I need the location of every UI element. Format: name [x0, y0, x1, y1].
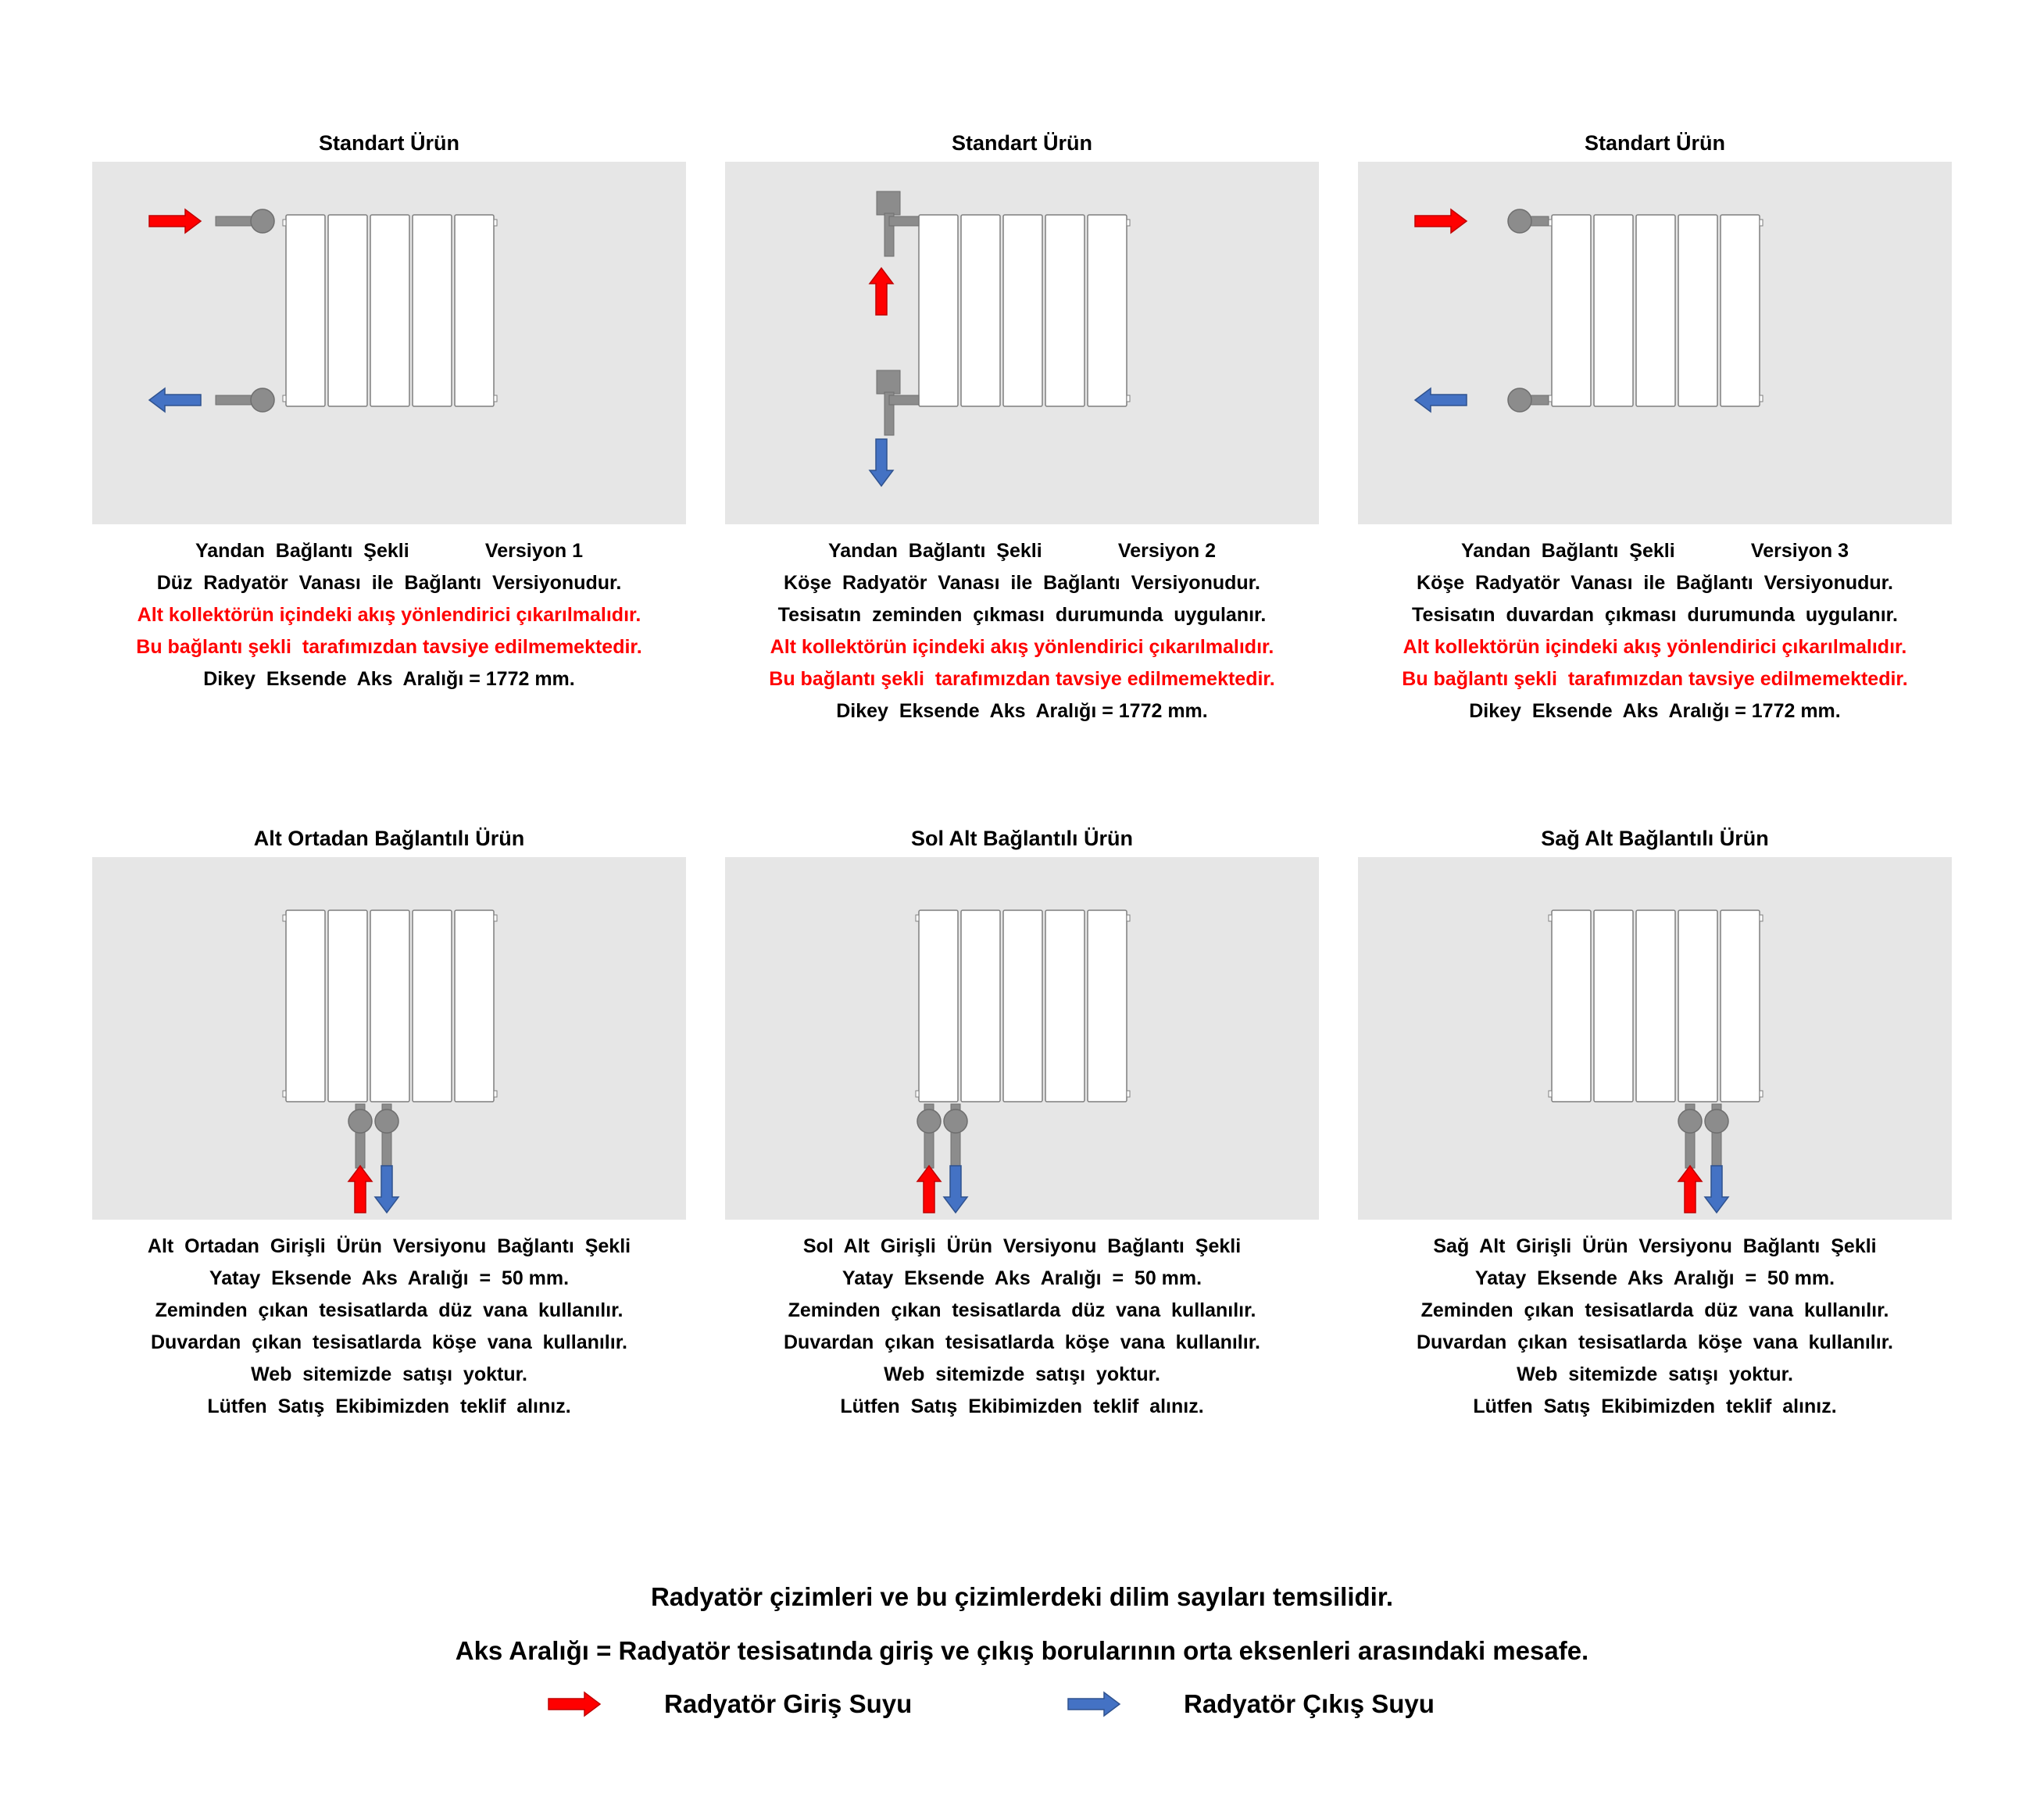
description-line: Yatay Eksende Aks Aralığı = 50 mm.: [842, 1267, 1202, 1289]
legend-outlet-arrow: [1068, 1692, 1120, 1716]
panel-description: [92, 1231, 686, 1423]
radiator-section: [370, 910, 409, 1102]
radiator-section: [1045, 215, 1085, 406]
radiator-section: [1088, 910, 1127, 1102]
description-line: Lütfen Satış Ekibimizden teklif alınız.: [840, 1395, 1204, 1417]
radiator-section: [413, 215, 452, 406]
panel-title: Sağ Alt Bağlantılı Ürün: [1541, 827, 1769, 850]
corner-valve-head: [877, 191, 900, 215]
outlet-arrow: [870, 439, 893, 486]
radiator-plug: [1760, 220, 1763, 226]
representative-note: Radyatör çizimleri ve bu çizimlerdeki dilim sayıları temsilidir.: [650, 1582, 1394, 1611]
radiator-plug: [1549, 915, 1552, 921]
inlet-arrow: [1678, 1166, 1702, 1213]
red-arrow-icon: [547, 1690, 602, 1718]
description-line: Bu bağlantı şekli tarafımızdan tavsiye edilmemektedir.: [769, 668, 1275, 690]
description-line: Yandan Bağlantı Şekli Versiyon 3: [1460, 540, 1849, 562]
description-line: Web sitemizde satışı yoktur.: [251, 1363, 527, 1385]
legend-inlet: [547, 1689, 912, 1719]
radiator-plug: [494, 1091, 497, 1097]
diagram-canvas: [92, 857, 686, 1220]
panel-description: [725, 1231, 1319, 1423]
radiator-plug: [1549, 1091, 1552, 1097]
panel-title: Standart Ürün: [951, 131, 1092, 155]
panel-description: [1358, 1231, 1952, 1423]
valve-head: [251, 209, 274, 233]
outlet-arrow: [375, 1166, 398, 1213]
description-line: Sol Alt Girişli Ürün Versiyonu Bağlantı Şekli: [802, 1235, 1242, 1257]
description-line: Alt kollektörün içindeki akış yönlendirici çıkarılmalıdır.: [1403, 636, 1907, 658]
diagram-canvas: [1358, 162, 1952, 524]
radiator-section: [919, 910, 958, 1102]
description-line: Alt Ortadan Girişli Ürün Versiyonu Bağlantı Şekli: [147, 1235, 631, 1257]
radiator-plug: [494, 915, 497, 921]
description-line: Alt kollektörün içindeki akış yönlendirici çıkarılmalıdır.: [770, 636, 1274, 658]
description-line: Duvardan çıkan tesisatlarda köşe vana kullanılır.: [151, 1331, 627, 1353]
outlet-arrow: [1705, 1166, 1728, 1213]
panel-title: Alt Ortadan Bağlantılı Ürün: [253, 827, 525, 850]
aks-definition: Aks Aralığı = Radyatör tesisatında giriş ve çıkış borularının orta eksenleri arasındaki mesafe.: [455, 1636, 1589, 1665]
description-line: Bu bağlantı şekli tarafımızdan tavsiye edilmemektedir.: [1402, 668, 1908, 690]
radiator-section: [1045, 910, 1085, 1102]
radiator-section: [413, 910, 452, 1102]
description-line: Zeminden çıkan tesisatlarda düz vana kullanılır.: [1420, 1299, 1889, 1321]
radiator-section: [1003, 215, 1042, 406]
radiator-plug: [1549, 395, 1552, 402]
diagram-canvas: [1358, 857, 1952, 1220]
radiator-diagram-side-straight: [92, 162, 686, 524]
description-line: Web sitemizde satışı yoktur.: [884, 1363, 1160, 1385]
legend-inlet-label: Radyatör Giriş Suyu: [664, 1689, 913, 1718]
radiator-section: [1678, 215, 1717, 406]
panel-title: Sol Alt Bağlantılı Ürün: [910, 827, 1133, 850]
radiator-section: [1721, 215, 1760, 406]
description-line: Dikey Eksende Aks Aralığı = 1772 mm.: [1469, 700, 1841, 722]
radiator-section: [328, 215, 367, 406]
blue-arrow-icon: [1067, 1690, 1121, 1718]
inlet-arrow: [917, 1166, 941, 1213]
radiator-plug: [1127, 395, 1130, 402]
valve-head: [917, 1110, 941, 1133]
description-line: Sağ Alt Girişli Ürün Versiyonu Bağlantı Şekli: [1433, 1235, 1877, 1257]
radiator-section: [1552, 215, 1591, 406]
pipe: [889, 395, 919, 405]
radiator-section: [1636, 215, 1675, 406]
legend-outlet: [1067, 1689, 1435, 1719]
outlet-arrow: [1415, 388, 1467, 412]
radiator-section: [919, 215, 958, 406]
description-line: Lütfen Satış Ekibimizden teklif alınız.: [1473, 1395, 1837, 1417]
valve-head: [1705, 1110, 1728, 1133]
outlet-arrow: [149, 388, 201, 412]
panel-description: [1358, 535, 1952, 727]
radiator-section: [370, 215, 409, 406]
description-line: Yandan Bağlantı Şekli Versiyon 2: [827, 540, 1216, 562]
inlet-arrow: [870, 268, 893, 315]
radiator-plug: [1127, 915, 1130, 921]
description-line: Bu bağlantı şekli tarafımızdan tavsiye edilmemektedir.: [136, 636, 642, 658]
radiator-section: [1088, 215, 1127, 406]
radiator-plug: [494, 395, 497, 402]
radiator-section: [1721, 910, 1760, 1102]
valve-head: [944, 1110, 967, 1133]
description-line: Köşe Radyatör Vanası ile Bağlantı Versiyonudur.: [1417, 572, 1893, 594]
description-line: Lütfen Satış Ekibimizden teklif alınız.: [207, 1395, 571, 1417]
valve-head: [1508, 209, 1531, 233]
radiator-plug: [1760, 1091, 1763, 1097]
description-line: Düz Radyatör Vanası ile Bağlantı Versiyonudur.: [156, 572, 622, 594]
valve-head: [375, 1110, 398, 1133]
radiator-plug: [916, 1091, 919, 1097]
legend-outlet-label: Radyatör Çıkış Suyu: [1184, 1689, 1435, 1718]
description-line: Yatay Eksende Aks Aralığı = 50 mm.: [1474, 1267, 1835, 1289]
inlet-arrow: [348, 1166, 372, 1213]
diagram-canvas: [725, 857, 1319, 1220]
radiator-plug: [283, 915, 286, 921]
pipe: [889, 216, 919, 226]
radiator-section: [1552, 910, 1591, 1102]
radiator-plug: [1127, 1091, 1130, 1097]
description-line: Alt kollektörün içindeki akış yönlendirici çıkarılmalıdır.: [137, 604, 641, 626]
corner-valve-head: [877, 370, 900, 394]
valve-head: [251, 388, 274, 412]
radiator-diagram-side-corner-wall: [1358, 162, 1952, 524]
radiator-section: [1594, 215, 1633, 406]
radiator-section: [1678, 910, 1717, 1102]
radiator-plug: [283, 220, 286, 226]
radiator-section: [328, 910, 367, 1102]
radiator-plug: [494, 220, 497, 226]
valve-head: [1678, 1110, 1702, 1133]
radiator-section: [1003, 910, 1042, 1102]
radiator-section: [286, 910, 325, 1102]
radiator-section: [286, 215, 325, 406]
radiator-diagram-bottom-left: [725, 857, 1319, 1220]
description-line: Tesisatın duvardan çıkması durumunda uygulanır.: [1412, 604, 1898, 626]
radiator-plug: [1760, 915, 1763, 921]
radiator-plug: [283, 1091, 286, 1097]
outlet-arrow: [944, 1166, 967, 1213]
radiator-diagram-side-corner-floor: [725, 162, 1319, 524]
valve-head: [1508, 388, 1531, 412]
description-line: Zeminden çıkan tesisatlarda düz vana kullanılır.: [155, 1299, 624, 1321]
radiator-diagram-bottom-middle: [92, 857, 686, 1220]
radiator-plug: [1760, 395, 1763, 402]
description-line: Köşe Radyatör Vanası ile Bağlantı Versiyonudur.: [784, 572, 1260, 594]
radiator-section: [1594, 910, 1633, 1102]
legend-inlet-arrow: [549, 1692, 600, 1716]
panel-title: Standart Ürün: [318, 131, 459, 155]
description-line: Tesisatın zeminden çıkması durumunda uygulanır.: [777, 604, 1267, 626]
radiator-section: [1636, 910, 1675, 1102]
radiator-section: [455, 910, 494, 1102]
description-line: Dikey Eksende Aks Aralığı = 1772 mm.: [203, 668, 575, 690]
radiator-diagram-bottom-right: [1358, 857, 1952, 1220]
radiator-section: [961, 910, 1000, 1102]
diagram-canvas: [725, 162, 1319, 524]
diagram-canvas: [92, 162, 686, 524]
radiator-plug: [283, 395, 286, 402]
description-line: Dikey Eksende Aks Aralığı = 1772 mm.: [836, 700, 1208, 722]
description-line: Yandan Bağlantı Şekli Versiyon 1: [195, 540, 583, 562]
inlet-arrow: [1415, 209, 1467, 233]
radiator-plug: [1549, 220, 1552, 226]
description-line: Zeminden çıkan tesisatlarda düz vana kullanılır.: [788, 1299, 1256, 1321]
description-line: Web sitemizde satışı yoktur.: [1517, 1363, 1793, 1385]
radiator-plug: [916, 915, 919, 921]
panel-title: Standart Ürün: [1584, 131, 1725, 155]
radiator-section: [961, 215, 1000, 406]
description-line: Yatay Eksende Aks Aralığı = 50 mm.: [209, 1267, 570, 1289]
panel-description: [725, 535, 1319, 727]
description-line: Duvardan çıkan tesisatlarda köşe vana kullanılır.: [784, 1331, 1260, 1353]
radiator-section: [455, 215, 494, 406]
panel-description: [92, 535, 686, 695]
inlet-arrow: [149, 209, 201, 233]
description-line: Duvardan çıkan tesisatlarda köşe vana kullanılır.: [1417, 1331, 1893, 1353]
radiator-plug: [1127, 220, 1130, 226]
valve-head: [348, 1110, 372, 1133]
